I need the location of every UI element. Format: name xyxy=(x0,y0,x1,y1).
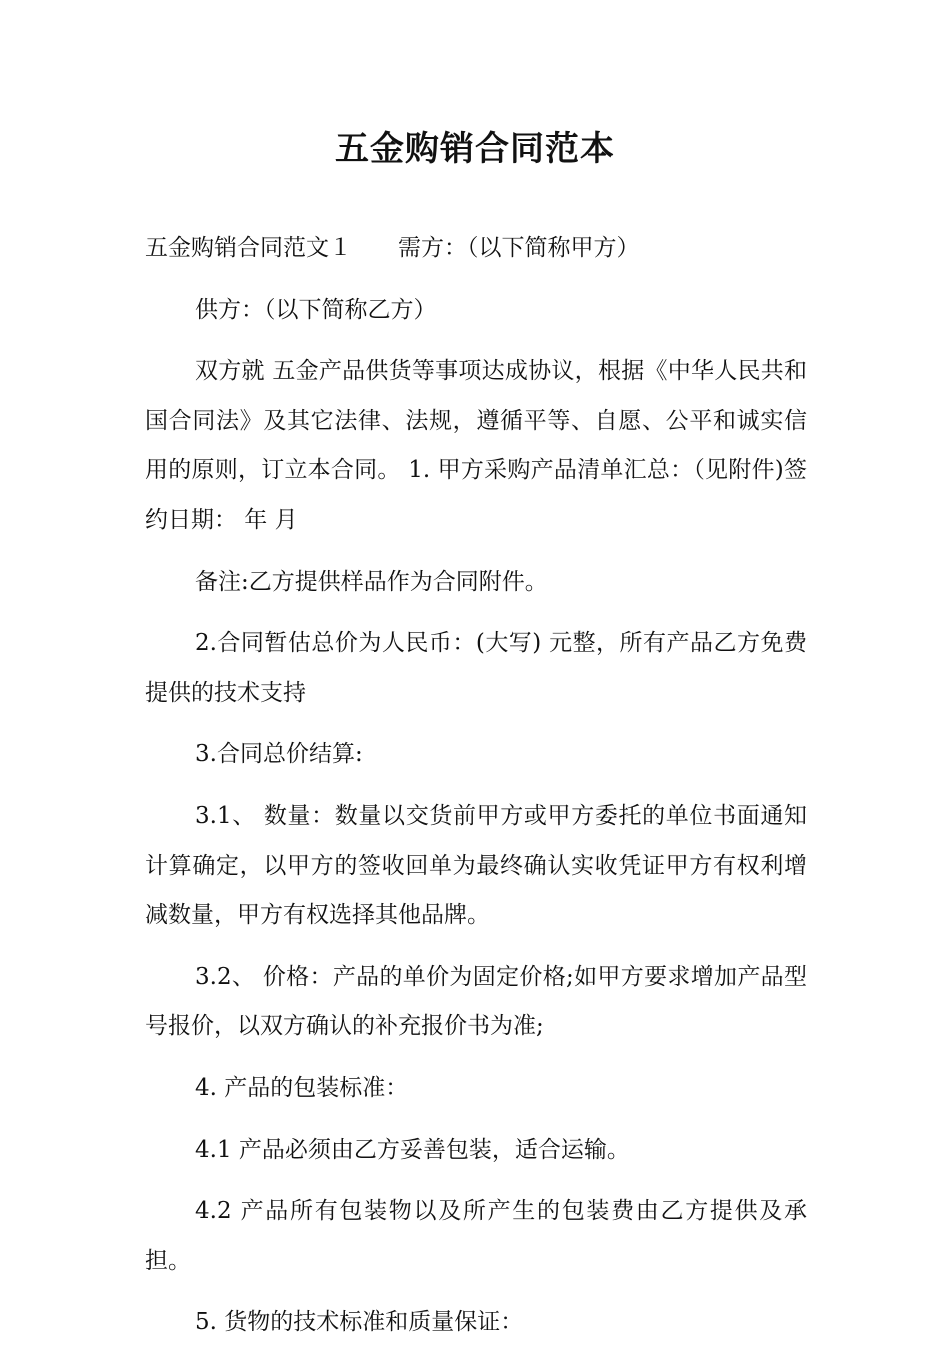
document-body xyxy=(145,224,807,1360)
paragraph-clause-5: 5. 货物的技术标准和质量保证： xyxy=(195,1309,524,1336)
paragraph-intro: 五金购销合同范文１ 需方：（以下简称甲方） xyxy=(145,235,640,261)
paragraph-clause-3-1: 3.1、 数量：数量以交货前甲方或甲方委托的单位书面通知计算确定，以甲方的签收回单为最终确认实收凭证甲方有权利增减数量，甲方有权选择其他品牌。 xyxy=(145,802,807,929)
paragraph-clause-4-1: 4.1 产品必须由乙方妥善包装，适合运输。 xyxy=(195,1136,630,1163)
paragraph-clause-2: 2.合同暂估总价为人民币：(大写) 元整，所有产品乙方免费提供的技术支持 xyxy=(145,630,807,706)
paragraph-agreement: 双方就 五金产品供货等事项达成协议，根据《中华人民共和国合同法》及其它法律、法规，遵循平等、自愿、公平和诚实信用的原则，订立本合同。 1. 甲方采购产品清单汇总：（见附件)签约日期： 年 月 xyxy=(145,358,807,533)
document-title: 五金购销合同范本 xyxy=(335,129,615,169)
paragraph-clause-4-2: 4.2 产品所有包装物以及所产生的包装费由乙方提供及承担。 xyxy=(145,1198,807,1274)
paragraph-remark: 备注:乙方提供样品作为合同附件。 xyxy=(195,568,548,595)
paragraph-clause-3: 3.合同总价结算: xyxy=(195,741,363,768)
paragraph-clause-4: 4. 产品的包装标准： xyxy=(195,1074,409,1101)
paragraph-supplier: 供方：（以下简称乙方） xyxy=(195,296,437,323)
paragraph-clause-3-2: 3.2、 价格：产品的单价为固定价格;如甲方要求增加产品型号报价，以双方确认的补充报价书为准; xyxy=(145,963,807,1040)
